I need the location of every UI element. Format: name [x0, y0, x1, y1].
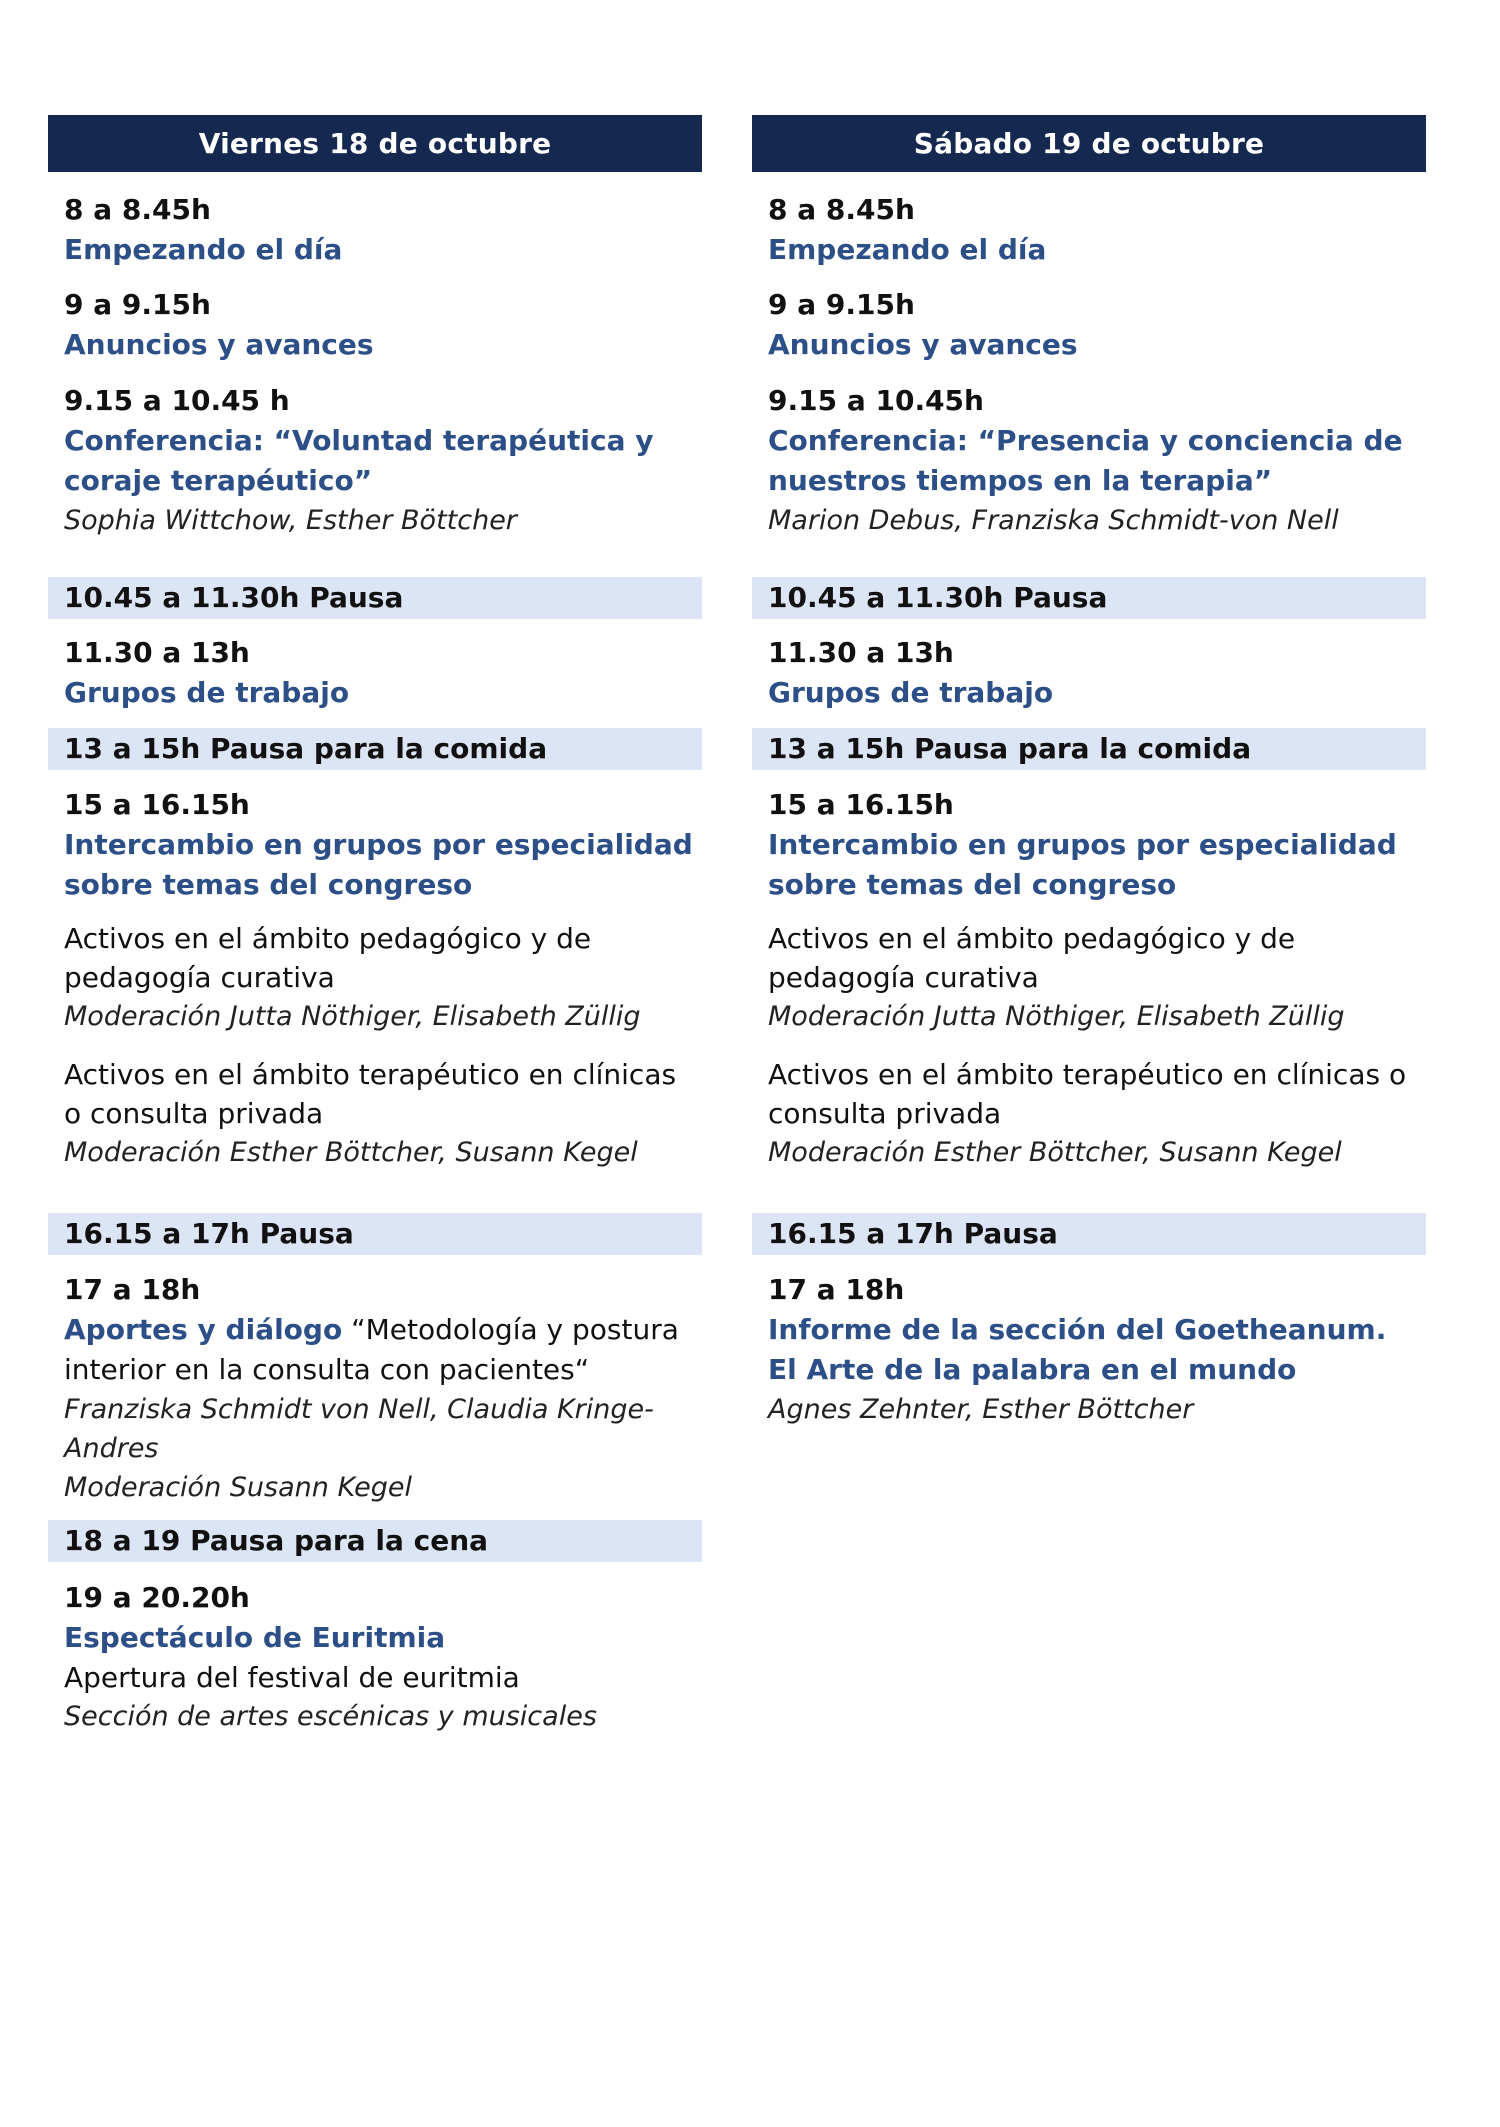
session-time: 15 a 16.15h: [768, 788, 954, 821]
session-time: 8 a 8.45h: [768, 193, 915, 226]
saturday-group-1: [752, 919, 1426, 1036]
friday-session-4: [48, 633, 702, 713]
saturday-column: [752, 115, 1426, 1425]
saturday-session-3: [752, 381, 1426, 540]
friday-pause-1: 10.45 a 11.30h Pausa: [48, 577, 702, 619]
session-title: Grupos de trabajo: [768, 676, 1054, 709]
session-speakers: Agnes Zehnter, Esther Böttcher: [768, 1394, 1194, 1425]
session-time: 9.15 a 10.45 h: [64, 384, 290, 417]
session-title: Grupos de trabajo: [64, 676, 350, 709]
friday-group-1: [48, 919, 702, 1036]
session-title: Intercambio en grupos por especialidad sobre temas del congreso: [64, 828, 693, 901]
friday-session-5: [48, 785, 702, 905]
group-description: Activos en el ámbito terapéutico en clínicas o consulta privada: [64, 1058, 677, 1130]
friday-session-2: [48, 285, 702, 365]
session-title: Conferencia: “Presencia y conciencia de nuestros tiempos en la terapia”: [768, 424, 1403, 497]
saturday-pause-2: 13 a 15h Pausa para la comida: [752, 728, 1426, 770]
friday-session-3: [48, 381, 702, 540]
session-credit: Sección de artes escénicas y musicales: [64, 1701, 597, 1732]
friday-header: Viernes 18 de octubre: [48, 115, 702, 172]
saturday-group-2: [752, 1055, 1426, 1172]
group-moderation: Moderación Esther Böttcher, Susann Kegel: [64, 1137, 638, 1168]
session-time: 17 a 18h: [64, 1273, 201, 1306]
session-title: Espectáculo de Euritmia: [64, 1621, 446, 1654]
saturday-pause-1: 10.45 a 11.30h Pausa: [752, 577, 1426, 619]
friday-session-1: [48, 190, 702, 270]
group-description: Activos en el ámbito terapéutico en clínicas o consulta privada: [768, 1058, 1407, 1130]
saturday-header: Sábado 19 de octubre: [752, 115, 1426, 172]
friday-pause-2: 13 a 15h Pausa para la comida: [48, 728, 702, 770]
group-moderation: Moderación Jutta Nöthiger, Elisabeth Züllig: [768, 1001, 1345, 1032]
saturday-session-5: [752, 785, 1426, 905]
session-title: Conferencia: “Voluntad terapéutica y coraje terapéutico”: [64, 424, 654, 497]
group-moderation: Moderación Esther Böttcher, Susann Kegel: [768, 1137, 1342, 1168]
friday-group-2: [48, 1055, 702, 1172]
group-description: Activos en el ámbito pedagógico y de pedagogía curativa: [768, 922, 1296, 994]
session-speakers: Sophia Wittchow, Esther Böttcher: [64, 505, 517, 536]
session-title-plain: “Metodología y postura interior en la consulta con pacientes“: [64, 1313, 679, 1386]
session-speakers: Franziska Schmidt von Nell, Claudia Kringe-Andres: [64, 1394, 654, 1464]
session-speakers: Marion Debus, Franziska Schmidt-von Nell: [768, 505, 1339, 536]
session-title: Empezando el día: [768, 233, 1047, 266]
session-title: [64, 1310, 694, 1390]
session-title: Intercambio en grupos por especialidad sobre temas del congreso: [768, 828, 1397, 901]
session-title: Anuncios y avances: [768, 328, 1078, 361]
friday-session-7: [48, 1578, 702, 1736]
session-moderation: Moderación Susann Kegel: [64, 1472, 413, 1503]
friday-session-6: [48, 1270, 702, 1507]
session-time: 11.30 a 13h: [64, 636, 250, 669]
session-time: 9 a 9.15h: [768, 288, 915, 321]
session-time: 9 a 9.15h: [64, 288, 211, 321]
saturday-session-1: [752, 190, 1426, 270]
session-description: Apertura del festival de euritmia: [64, 1661, 520, 1694]
session-title: Empezando el día: [64, 233, 343, 266]
friday-pause-3: 16.15 a 17h Pausa: [48, 1213, 702, 1255]
friday-pause-4: 18 a 19 Pausa para la cena: [48, 1520, 702, 1562]
session-time: 9.15 a 10.45h: [768, 384, 984, 417]
group-description: Activos en el ámbito pedagógico y de pedagogía curativa: [64, 922, 592, 994]
saturday-session-2: [752, 285, 1426, 365]
session-time: 8 a 8.45h: [64, 193, 211, 226]
session-title: Informe de la sección del Goetheanum. El Arte de la palabra en el mundo: [768, 1313, 1387, 1386]
session-time: 15 a 16.15h: [64, 788, 250, 821]
saturday-session-6: [752, 1270, 1426, 1429]
session-title-bold: Aportes y diálogo: [64, 1313, 343, 1346]
session-time: 19 a 20.20h: [64, 1581, 250, 1614]
friday-column: [48, 115, 702, 1732]
group-moderation: Moderación Jutta Nöthiger, Elisabeth Züllig: [64, 1001, 641, 1032]
session-time: 11.30 a 13h: [768, 636, 954, 669]
session-title: Anuncios y avances: [64, 328, 374, 361]
saturday-pause-3: 16.15 a 17h Pausa: [752, 1213, 1426, 1255]
session-time: 17 a 18h: [768, 1273, 905, 1306]
saturday-session-4: [752, 633, 1426, 713]
